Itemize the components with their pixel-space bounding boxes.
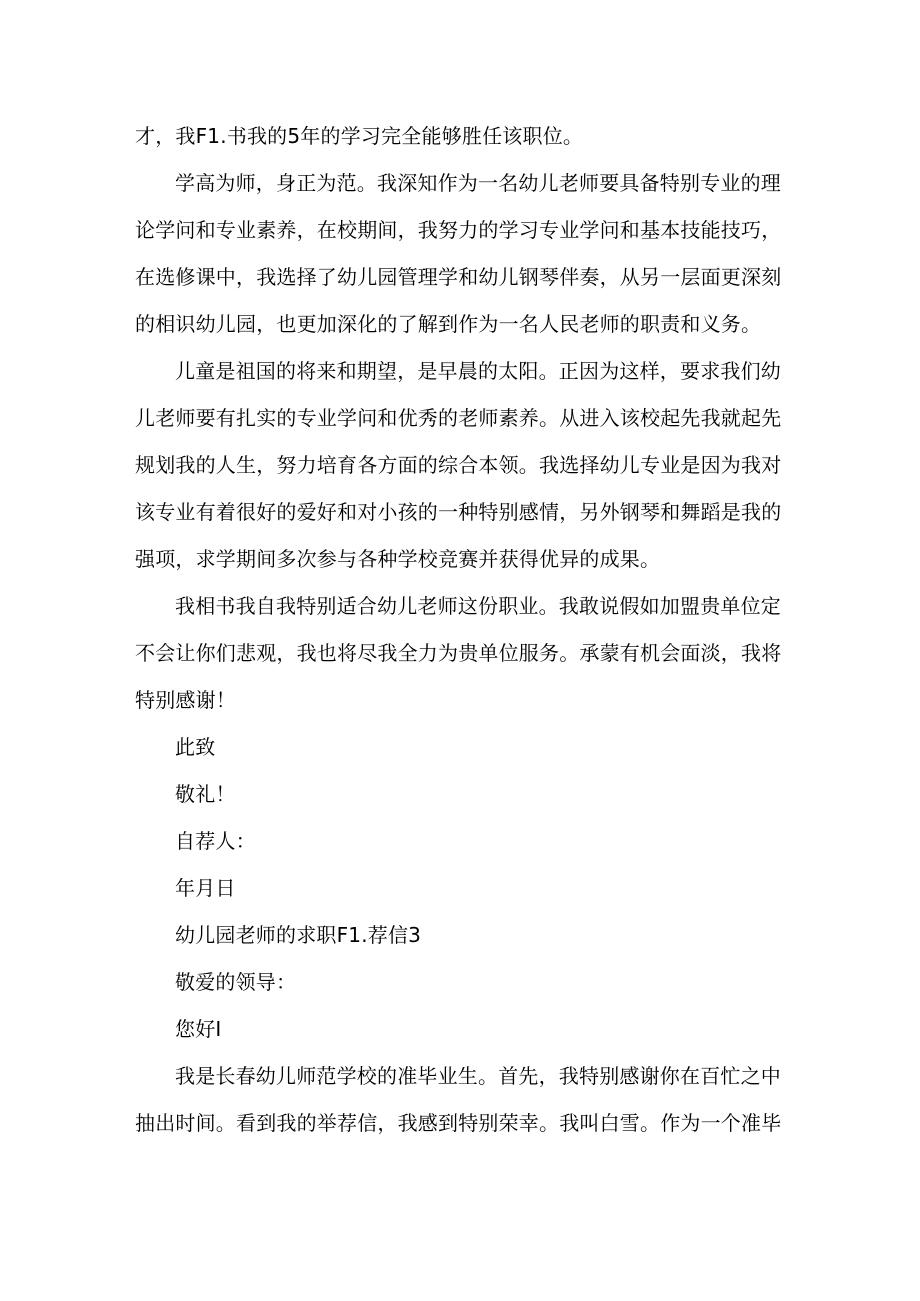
text-line: 才，我F1.书我的5年的学习完全能够胜任该职位。: [135, 124, 584, 148]
signature-line: 自荐人：: [175, 829, 256, 853]
text-line: 强项，求学期间多次参与各种学校竞赛并获得优异的成果。: [135, 547, 661, 571]
letter-body: [135, 113, 795, 1147]
text-line: 学高为师，身正为范。我深知作为一名幼儿老师要具备特别专业的理: [175, 171, 781, 195]
text-line: 儿童是祖国的将来和期望，是早晨的太阳。正因为这样，要求我们幼: [175, 359, 781, 383]
text-line: 不会让你们悲观，我也将尽我全力为贵单位服务。承蒙有机会面淡，我将: [135, 641, 782, 665]
closing-line: 敬礼！: [175, 782, 236, 806]
salutation-line: 敬爱的领导：: [175, 970, 297, 994]
text-line: 规划我的人生，努力培育各方面的综合本领。我选择幼儿专业是因为我对: [135, 453, 782, 477]
text-line: 论学问和专业素养，在校期间，我努力的学习专业学问和基本技能技巧，: [135, 218, 782, 242]
closing-line: 此致: [175, 735, 216, 759]
text-line: 特别感谢！: [135, 688, 236, 712]
section-title: 幼儿园老师的求职F1.荐信3: [175, 923, 422, 947]
text-line: 抽出时间。看到我的举荐信，我感到特别荣幸。我叫白雪。作为一个准毕: [135, 1111, 782, 1135]
text-line: 我相书我自我特别适合幼儿老师这份职业。我敢说假如加盟贵单位定: [175, 594, 781, 618]
date-line: 年月日: [175, 876, 236, 900]
text-line: 的相识幼儿园，也更加深化的了解到作为一名人民老师的职责和义务。: [135, 312, 762, 336]
text-line: 我是长春幼儿师范学校的准毕业生。首先，我特别感谢你在百忙之中: [175, 1064, 781, 1088]
text-line: 该专业有着很好的爱好和对小孩的一种特别感情，另外钢琴和舞蹈是我的: [135, 500, 782, 524]
greeting-line: 您好I: [175, 1017, 222, 1041]
text-line: 儿老师要有扎实的专业学问和优秀的老师素养。从进入该校起先我就起先: [135, 406, 782, 430]
text-line: 在选修课中，我选择了幼儿园管理学和幼儿钢琴伴奏，从另一层面更深刻: [135, 265, 782, 289]
